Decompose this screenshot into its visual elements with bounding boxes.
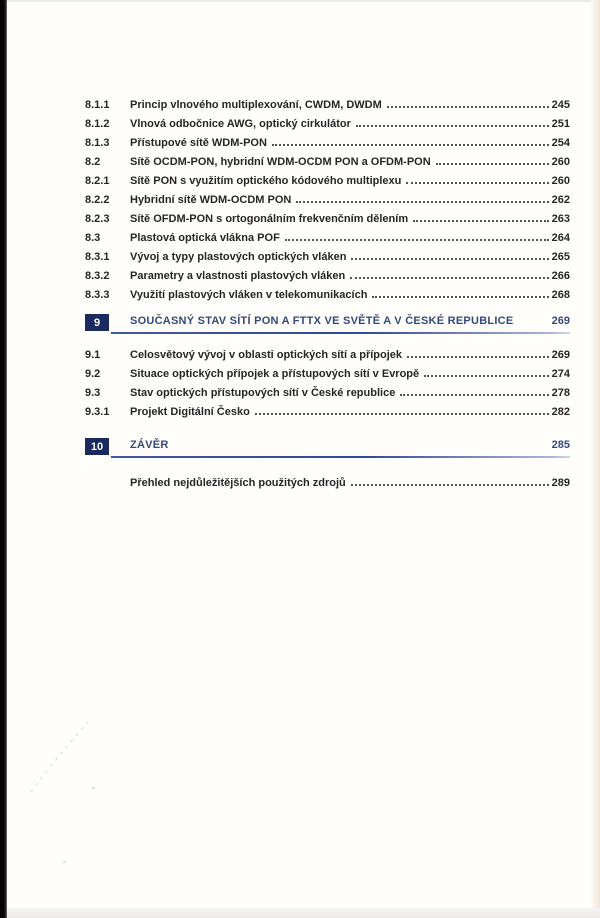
dot-leader [436, 163, 549, 165]
entry-title: Projekt Digitální Česko [130, 406, 250, 418]
entry-page: 282 [551, 406, 570, 418]
entry-number: 8.1.1 [85, 99, 110, 111]
entry-number: 8.2.3 [85, 213, 110, 225]
section-title: ZÁVĚR [130, 439, 169, 451]
dot-leader [350, 277, 548, 279]
entry-title: Princip vlnového multiplexování, CWDM, DWDM [130, 99, 382, 111]
dot-leader [387, 106, 549, 108]
scan-speck [92, 787, 95, 789]
entry-number: 8.3 [85, 232, 101, 244]
entry-page: 251 [551, 118, 570, 130]
entry-number: 8.2.2 [85, 194, 110, 206]
entry-title: Vývoj a typy plastových optických vláken [130, 251, 347, 263]
section-header-body [111, 314, 570, 334]
entry-number: 9.1 [85, 349, 101, 361]
section-title: SOUČASNÝ STAV SÍTÍ PON A FTTX VE SVĚTĚ A V ČESKÉ REPUBLICE [130, 315, 514, 327]
toc-entry [85, 149, 570, 168]
toc-entry [85, 225, 570, 244]
scan-edge-left [0, 0, 7, 918]
dot-leader [255, 413, 549, 415]
dot-leader [356, 125, 549, 127]
scan-edge-top [7, 0, 600, 2]
toc-entry [85, 380, 570, 399]
entry-page: 245 [551, 99, 570, 111]
toc-chapter9-entries [85, 342, 570, 418]
dot-leader [400, 394, 548, 396]
entry-number: 8.3.1 [85, 251, 110, 263]
entry-title: Situace optických přípojek a přístupových sítí v Evropě [130, 368, 420, 380]
dot-leader [351, 258, 548, 260]
toc-entry [85, 282, 570, 301]
scan-edge-right [591, 0, 600, 918]
entry-number: 8.1.2 [85, 118, 110, 130]
entry-title: Využití plastových vláken v telekomunikacích [130, 289, 368, 301]
dot-leader [424, 375, 548, 377]
toc-content [85, 0, 570, 489]
entry-page: 269 [551, 349, 570, 361]
entry-title: Celosvětový vývoj v oblasti optických sítí a přípojek [130, 349, 403, 361]
toc-entry [85, 168, 570, 187]
section-page: 269 [551, 315, 570, 327]
entry-page: 266 [551, 270, 570, 282]
toc-entry [85, 263, 570, 282]
toc-entry [85, 111, 570, 130]
scan-artifact-line [25, 716, 95, 796]
dot-leader [407, 356, 549, 358]
entry-title: Vlnová odbočnice AWG, optický cirkulátor [130, 118, 351, 130]
scan-speck [63, 861, 66, 863]
entry-title: Sítě OCDM-PON, hybridní WDM-OCDM PON a OFDM-PON [130, 156, 431, 168]
entry-page: 263 [551, 213, 570, 225]
entry-number: 8.2 [85, 156, 101, 168]
entry-title: Sítě PON s využitím optického kódového multiplexu [130, 175, 402, 187]
toc-entry [85, 92, 570, 111]
entry-page: 254 [551, 137, 570, 149]
dot-leader [406, 182, 548, 184]
dot-leader [272, 144, 549, 146]
toc-entry [85, 399, 570, 418]
entry-title: Sítě OFDM-PON s ortogonálním frekvenčním dělením [130, 213, 409, 225]
entry-title: Přístupové sítě WDM-PON [130, 137, 267, 149]
entry-page: 262 [551, 194, 570, 206]
entry-page: 260 [551, 175, 570, 187]
entry-title: Hybridní sítě WDM-OCDM PON [130, 194, 292, 206]
toc-entry [85, 206, 570, 225]
section-header-9 [85, 314, 570, 334]
entry-page: 265 [551, 251, 570, 263]
dot-leader [351, 484, 549, 486]
dot-leader [413, 220, 549, 222]
toc-chapter8-entries [85, 92, 570, 301]
entry-title: Plastová optická vlákna POF [130, 232, 280, 244]
entry-number: 8.1.3 [85, 137, 110, 149]
entry-page: 289 [551, 477, 570, 489]
entry-title: Stav optických přístupových sítí v České republice [130, 387, 396, 399]
toc-entry [85, 130, 570, 149]
entry-page: 264 [551, 232, 570, 244]
entry-title: Přehled nejdůležitějších použitých zdrojů [130, 477, 346, 489]
entry-number: 8.3.3 [85, 289, 110, 301]
toc-sources-block [85, 470, 570, 489]
section-header-10 [85, 438, 570, 458]
dot-leader [296, 201, 548, 203]
entry-number: 8.2.1 [85, 175, 110, 187]
entry-number: 8.3.2 [85, 270, 110, 282]
section-page: 285 [551, 439, 570, 451]
scan-edge-bottom [7, 908, 600, 918]
entry-number: 9.3.1 [85, 406, 110, 418]
entry-number: 9.3 [85, 387, 101, 399]
entry-page: 274 [551, 368, 570, 380]
entry-title: Parametry a vlastnosti plastových vláken [130, 270, 346, 282]
toc-entry [85, 187, 570, 206]
entry-page: 260 [551, 156, 570, 168]
section-header-body [111, 438, 570, 458]
dot-leader [285, 239, 549, 241]
entry-number: 9.2 [85, 368, 101, 380]
section-number-badge: 10 [85, 438, 109, 455]
dot-leader [372, 296, 548, 298]
toc-entry [85, 342, 570, 361]
entry-page: 268 [551, 289, 570, 301]
toc-entry [85, 244, 570, 263]
toc-entry [85, 470, 570, 489]
toc-entry [85, 361, 570, 380]
entry-page: 278 [551, 387, 570, 399]
section-number-badge: 9 [85, 314, 109, 331]
